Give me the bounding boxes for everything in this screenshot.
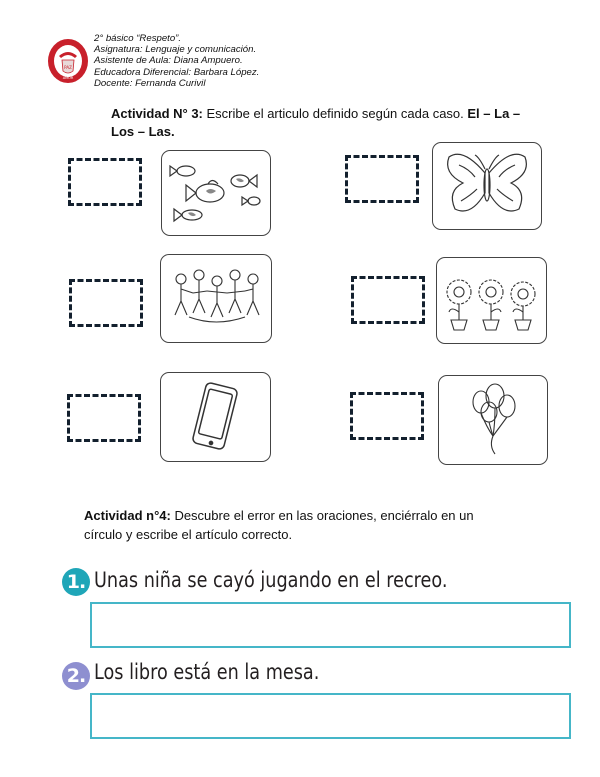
header-teacher: Docente: Fernanda Curivil — [94, 77, 206, 89]
cellphone-icon — [161, 373, 270, 461]
butterfly-icon — [433, 143, 541, 229]
flowers-image — [436, 257, 547, 344]
activity3-text: Escribe el articulo definido según cada caso. — [202, 106, 468, 121]
fish-icon — [162, 151, 270, 235]
school-crest-logo — [47, 38, 89, 84]
butterfly-image — [432, 142, 542, 230]
answer-blank-fish[interactable] — [68, 158, 142, 206]
activity3-articles: El – La – Los – Las. — [111, 106, 521, 139]
header-assistant: Asistente de Aula: Diana Ampuero. — [94, 55, 243, 67]
answer-blank-balloons[interactable] — [350, 392, 424, 440]
activity3-label: Actividad N° 3: — [111, 106, 203, 121]
activity4-text: Descubre el error en las oraciones, enciérralo en un círculo y escribe el artículo correcto. — [84, 508, 474, 542]
balloons-icon — [439, 376, 547, 464]
answer-blank-flowers[interactable] — [351, 276, 425, 324]
flowers-icon — [437, 258, 546, 343]
cellphone-image — [160, 372, 271, 462]
answer-box-2[interactable] — [90, 693, 571, 739]
answer-box-1[interactable] — [90, 602, 571, 648]
balloons-image — [438, 375, 548, 465]
sentence-2-text: Los libro está en la mesa. — [94, 660, 320, 684]
svg-text:AMOR: AMOR — [62, 76, 74, 80]
activity4-label: Actividad n°4: — [84, 508, 171, 523]
sentence-1-number: 1. — [62, 568, 90, 596]
header-special-educator: Educadora Diferencial: Barbara López. — [94, 66, 260, 78]
children-image — [160, 254, 272, 343]
header-course: 2° básico “Respeto”. — [94, 33, 182, 44]
answer-blank-butterfly[interactable] — [345, 155, 419, 203]
children-group-icon — [161, 255, 271, 342]
svg-text:PAZ: PAZ — [64, 65, 72, 70]
fish-image — [161, 150, 271, 236]
header-subject: Asignatura: Lenguaje y comunicación. — [94, 44, 257, 56]
sentence-1-text: Unas niña se cayó jugando en el recreo. — [94, 568, 448, 592]
activity3-instruction — [111, 105, 541, 141]
sentence-2-number: 2. — [62, 662, 90, 690]
header-info — [94, 33, 259, 89]
answer-blank-cellphone[interactable] — [67, 394, 141, 442]
activity4-instruction — [84, 506, 504, 544]
answer-blank-children[interactable] — [69, 279, 143, 327]
